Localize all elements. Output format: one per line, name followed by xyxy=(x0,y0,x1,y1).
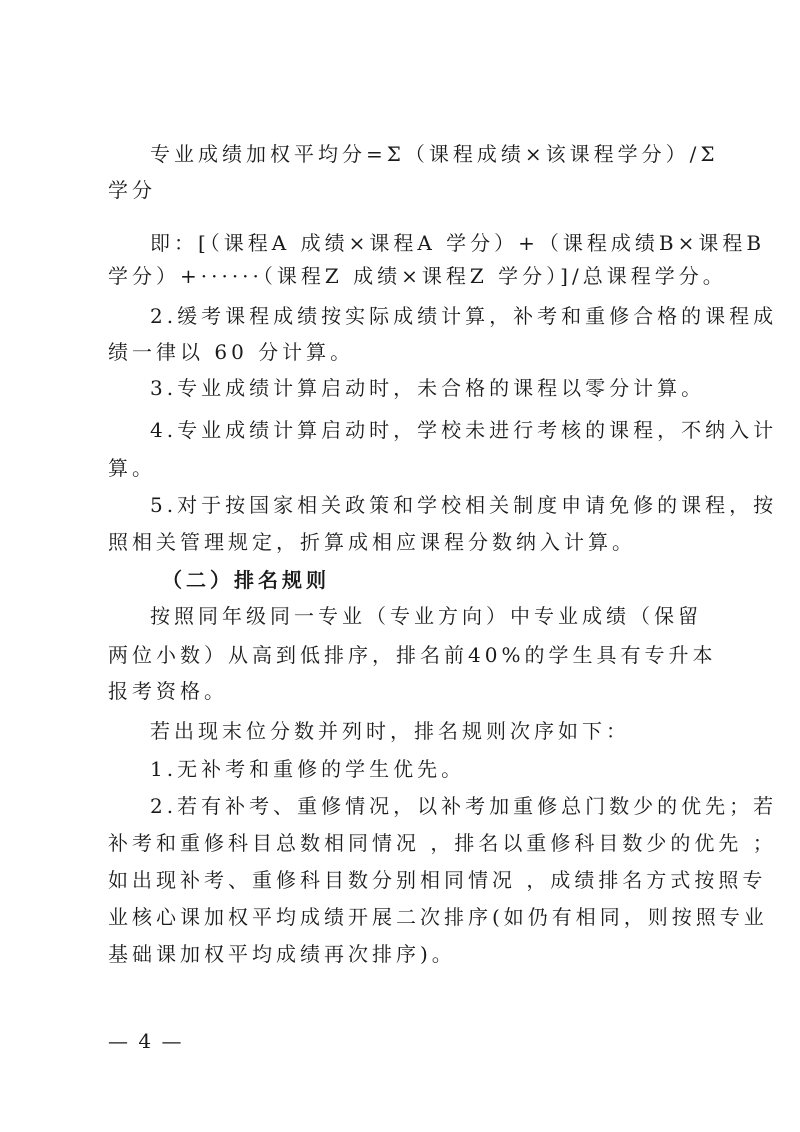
tie-rule-2-line-3: 如出现补考、重修科目数分别相同情况 ，成绩排名方式按照专 xyxy=(108,868,767,892)
ranking-paragraph-line-3: 报考资格。 xyxy=(108,679,228,703)
formula-expansion-line-2: 学分）+······（课程Z 成绩×课程Z 学分）]/总课程学分。 xyxy=(108,264,727,288)
rule-3: 3.专业成绩计算启动时，未合格的课程以零分计算。 xyxy=(150,376,706,400)
rule-5-line-2: 照相关管理规定，折算成相应课程分数纳入计算。 xyxy=(108,530,636,554)
rule-2-line-2: 绩一律以 60 分计算。 xyxy=(108,340,355,364)
tie-rule-2-line-2: 补考和重修科目总数相同情况 ，排名以重修科目数少的优先 ； xyxy=(108,831,777,855)
formula-line-1: 专业成绩加权平均分=Σ（课程成绩×该课程学分）/Σ xyxy=(150,142,719,166)
formula-expansion-line-1: 即：[（课程A 成绩×课程A 学分）+（课程成绩B×课程B xyxy=(150,231,766,255)
tie-rule-2-line-4: 业核心课加权平均成绩开展二次排序(如仍有相同，则按照专业 xyxy=(108,905,768,929)
tie-rule-intro: 若出现末位分数并列时，排名规则次序如下： xyxy=(150,719,630,743)
rule-5-line-1: 5.对于按国家相关政策和学校相关制度申请免修的课程，按 xyxy=(150,493,778,517)
tie-rule-2-line-1: 2.若有补考、重修情况，以补考加重修总门数少的优先；若 xyxy=(150,794,778,818)
ranking-paragraph-line-1: 按照同年级同一专业（专业方向）中专业成绩（保留 xyxy=(150,604,702,628)
page-number: — 4 — xyxy=(108,1029,184,1053)
section-heading-ranking-rules: （二）排名规则 xyxy=(162,568,330,592)
formula-line-2: 学分 xyxy=(108,178,156,202)
ranking-paragraph-line-2: 两位小数）从高到低排序，排名前40%的学生具有专升本 xyxy=(108,643,717,667)
tie-rule-1: 1.无补考和重修的学生优先。 xyxy=(150,757,466,781)
rule-4-line-2: 算。 xyxy=(108,456,156,480)
tie-rule-2-line-5: 基础课加权平均成绩再次排序)。 xyxy=(108,942,456,966)
rule-2-line-1: 2.缓考课程成绩按实际成绩计算，补考和重修合格的课程成 xyxy=(150,304,778,328)
rule-4-line-1: 4.专业成绩计算启动时，学校未进行考核的课程，不纳入计 xyxy=(150,418,778,442)
